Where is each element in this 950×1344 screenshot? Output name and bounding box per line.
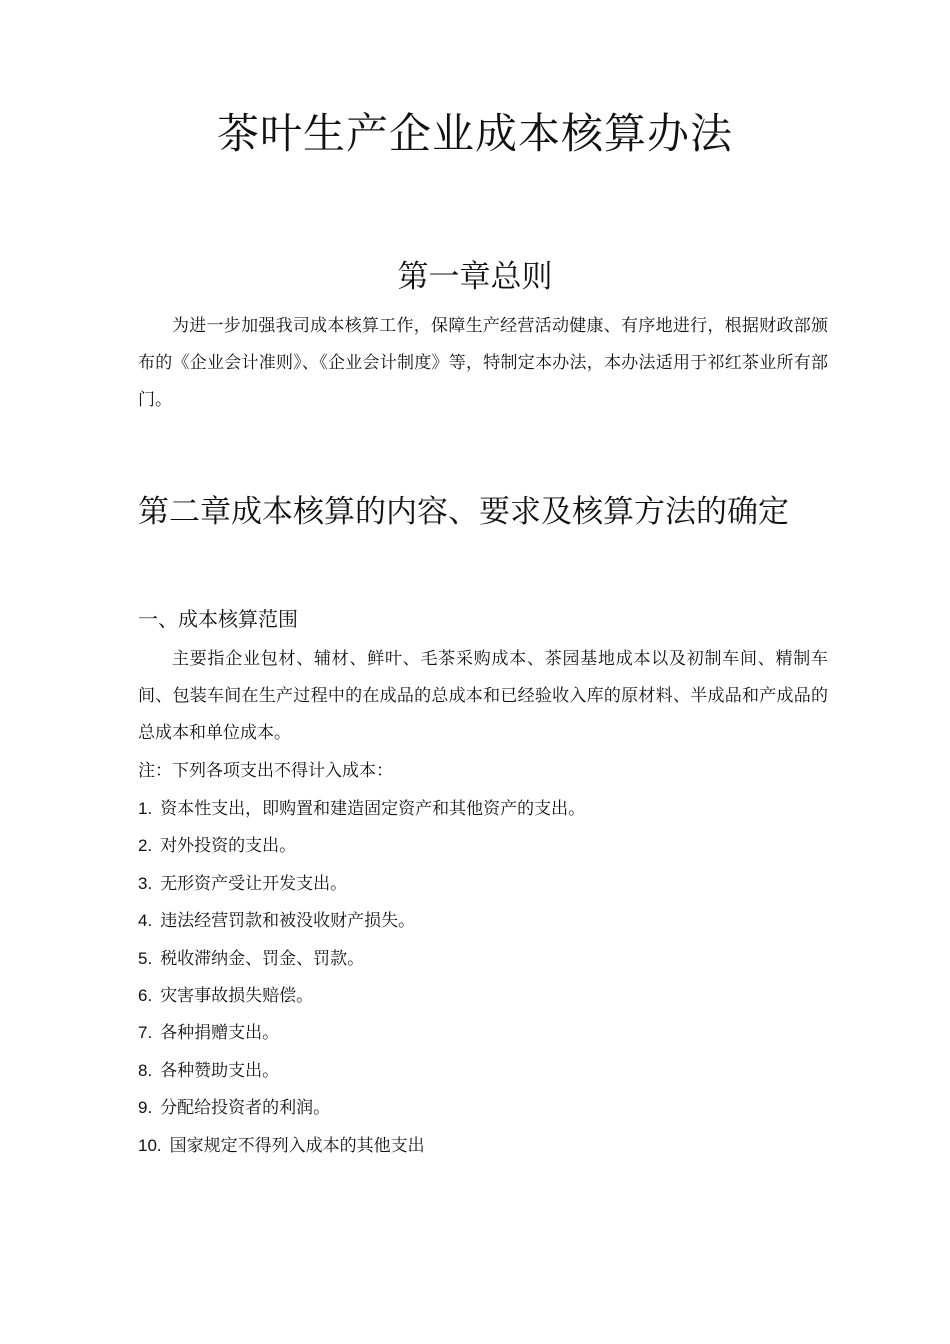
list-item: [138, 977, 585, 1014]
list-item: [138, 1052, 585, 1089]
list-item-number: 6.: [138, 985, 153, 1005]
chapter-1-title: 第一章总则: [397, 259, 553, 295]
list-item-text: 税收滞纳金、罚金、罚款。: [160, 948, 365, 969]
list-item: [138, 790, 585, 827]
list-item-text: 灾害事故损失赔偿。: [160, 985, 314, 1006]
list-item: [138, 1014, 585, 1051]
chapter-1-paragraph: 为进一步加强我司成本核算工作，保障生产经营活动健康、有序地进行，根据财政部颁布的《企业会计准则》、《企业会计制度》等，特制定本办法，本办法适用于祁红茶业所有部门。: [138, 316, 828, 410]
list-item-text: 无形资产受让开发支出。: [160, 873, 348, 894]
document-title: 茶叶生产企业成本核算办法: [216, 109, 733, 158]
list-item-number: 10.: [138, 1135, 162, 1155]
exclusion-note: 注：下列各项支出不得计入成本：: [138, 761, 393, 781]
list-item-text: 对外投资的支出。: [160, 836, 297, 857]
list-item-text: 分配给投资者的利润。: [160, 1098, 331, 1119]
list-item: [138, 902, 585, 939]
section-1-title: 一、成本核算范围: [138, 607, 298, 631]
list-item: [138, 940, 585, 977]
exclusion-list: [138, 790, 585, 1164]
list-item-number: 3.: [138, 873, 153, 893]
list-item-number: 8.: [138, 1060, 153, 1080]
list-item-number: 7.: [138, 1023, 153, 1043]
list-item-text: 各种捐赠支出。: [160, 1023, 280, 1044]
section-1-paragraph: 主要指企业包材、辅材、鲜叶、毛茶采购成本、茶园基地成本以及初制车间、精制车间、包装车间在生产过程中的在成品的总成本和已经验收入库的原材料、半成品和产成品的总成本和单位成本。: [138, 649, 828, 743]
list-item: [138, 865, 585, 902]
list-item-text: 资本性支出，即购置和建造固定资产和其他资产的支出。: [160, 799, 586, 819]
list-item: [138, 827, 585, 864]
list-item-number: 2.: [138, 836, 153, 856]
list-item: [138, 1127, 585, 1164]
list-item-number: 1.: [138, 799, 153, 818]
chapter-2-title: 第二章成本核算的内容、要求及核算方法的确定: [138, 494, 789, 530]
list-item-number: 5.: [138, 948, 153, 968]
list-item: [138, 1089, 585, 1126]
list-item-text: 国家规定不得列入成本的其他支出: [169, 1135, 425, 1156]
list-item-text: 各种赞助支出。: [160, 1060, 280, 1081]
list-item-number: 4.: [138, 911, 153, 931]
list-item-number: 9.: [138, 1098, 153, 1118]
list-item-text: 违法经营罚款和被没收财产损失。: [160, 911, 416, 932]
